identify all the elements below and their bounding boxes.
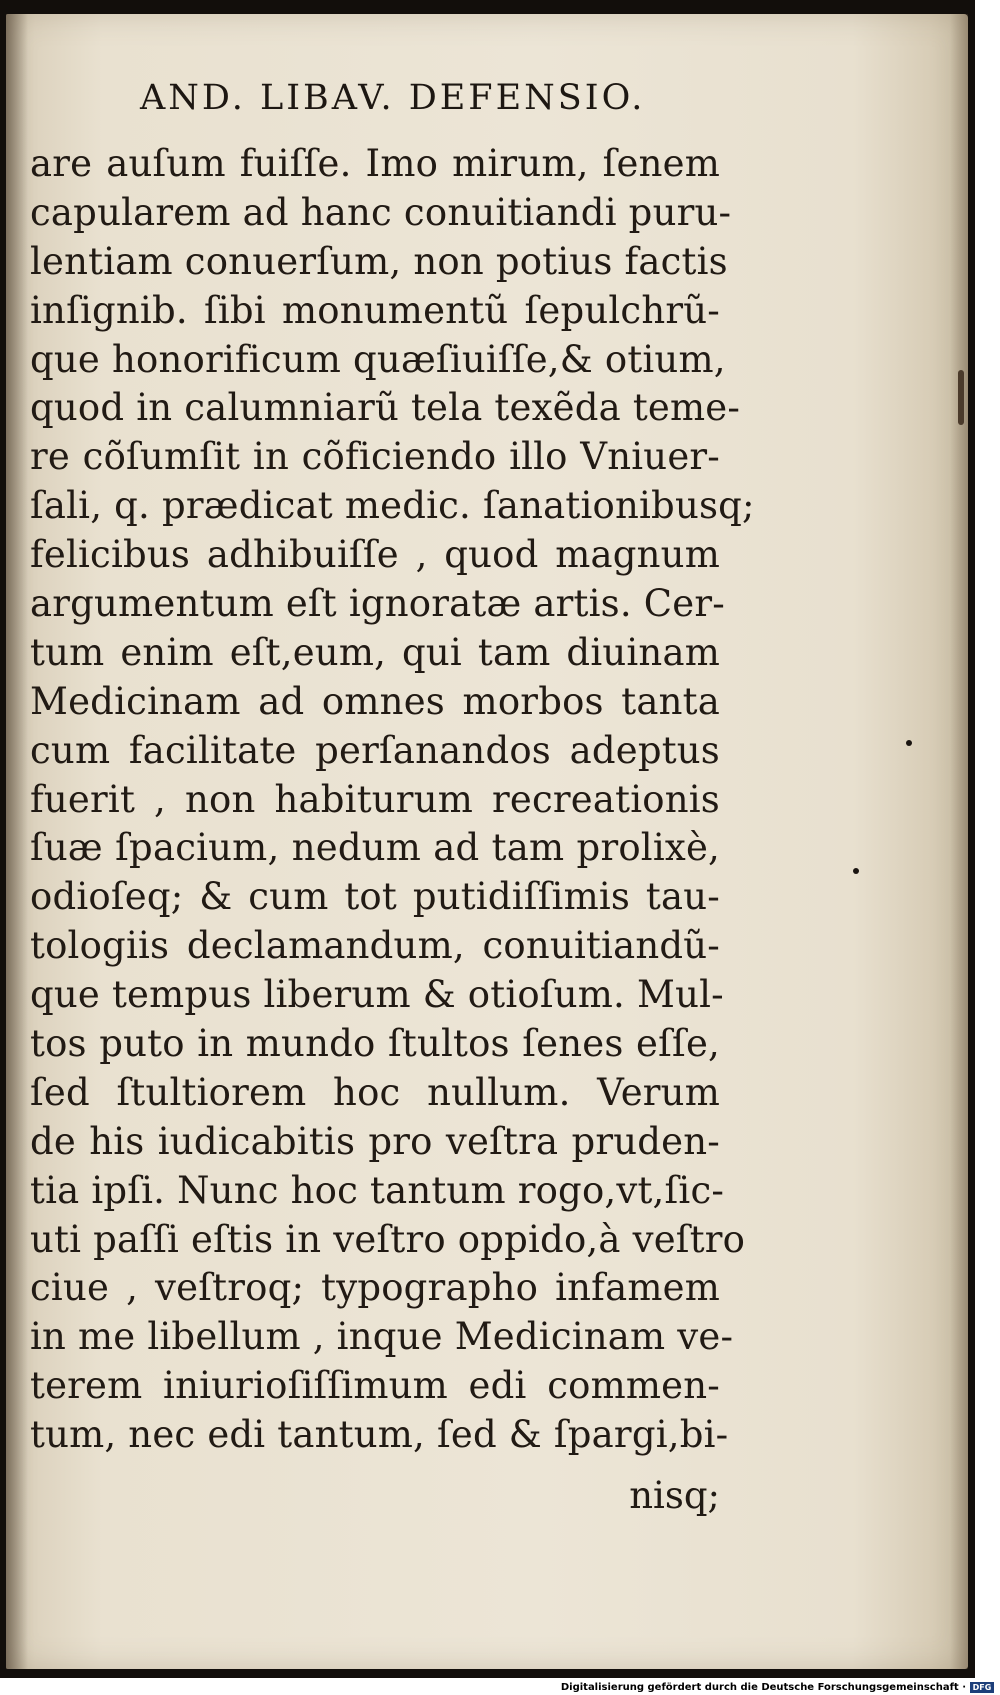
text-line: Medicinam ad omnes morbos tanta — [30, 679, 720, 723]
text-line: are auſum fuiſſe. Imo mirum, ſenem — [30, 142, 720, 185]
text-line: ciue , veſtroq; typographo infamem — [30, 1266, 720, 1310]
text-line: tum, nec edi tantum, ſed & ſpargi,bi- — [30, 1413, 729, 1457]
page-gutter-shadow — [6, 14, 28, 1669]
text-line: lentiam conuerſum, non potius factis — [30, 239, 728, 283]
ink-speck — [853, 868, 859, 874]
text-line: fuerit , non habiturum recreationis — [30, 777, 720, 821]
text-line: ſuæ ſpacium, nedum ad tam prolixè, — [30, 826, 720, 870]
page-edge-shadow — [950, 14, 968, 1669]
text-line: tos puto in mundo ſtultos ſenes eſſe, — [30, 1022, 720, 1066]
text-line: inſignib. ſibi monumentũ ſepulchrũ- — [30, 288, 720, 332]
text-line: tologiis declamandum, conuitiandũ- — [30, 924, 720, 968]
footer-credit: Digitalisierung gefördert durch die Deutsche Forschungsgemeinschaft · — [560, 1682, 966, 1693]
page-edge-mark — [958, 370, 964, 425]
catchword-row — [30, 1474, 720, 1517]
text-line: argumentum eſt ignoratæ artis. Cer- — [30, 582, 725, 626]
text-line: uti paſſi eſtis in veſtro oppido,à veſtro — [30, 1217, 746, 1261]
footer-bar — [0, 1678, 1000, 1695]
text-line: que tempus liberum & otioſum. Mul- — [30, 973, 724, 1017]
body-text — [30, 140, 755, 1460]
text-line: in me libellum , inque Medicinam ve- — [30, 1315, 734, 1359]
running-head: AND. LIBAV. DEFENSIO. — [140, 78, 646, 118]
catchword: nisq; — [629, 1474, 720, 1517]
ink-speck — [906, 740, 912, 746]
text-line: capularem ad hanc conuitiandi puru- — [30, 190, 732, 234]
text-line: ſali, q. prædicat medic. ſanationibusq; — [30, 484, 755, 528]
text-line: cum facilitate perſanandos adeptus — [30, 728, 720, 772]
text-line: tum enim eſt,eum, qui tam diuinam — [30, 630, 720, 674]
text-line: quod in calumniarũ tela texẽda teme- — [30, 386, 741, 430]
text-line: que honorificum quæſiuiſſe,& otium, — [30, 337, 726, 381]
text-line: ſed ſtultiorem hoc nullum. Verum — [30, 1070, 720, 1114]
text-line: felicibus adhibuiſſe , quod magnum — [30, 533, 720, 577]
dfg-logo: DFG — [970, 1682, 994, 1693]
text-line: re cõſumſit in cõficiendo illo Vniuer- — [30, 435, 720, 479]
text-line: terem iniurioſiſſimum edi commen- — [30, 1364, 720, 1408]
text-line: de his iudicabitis pro veſtra pruden- — [30, 1119, 720, 1163]
text-line: tia ipſi. Nunc hoc tantum rogo,vt,ſic- — [30, 1168, 725, 1212]
text-line: odioſeq; & cum tot putidiſſimis tau- — [30, 875, 720, 919]
